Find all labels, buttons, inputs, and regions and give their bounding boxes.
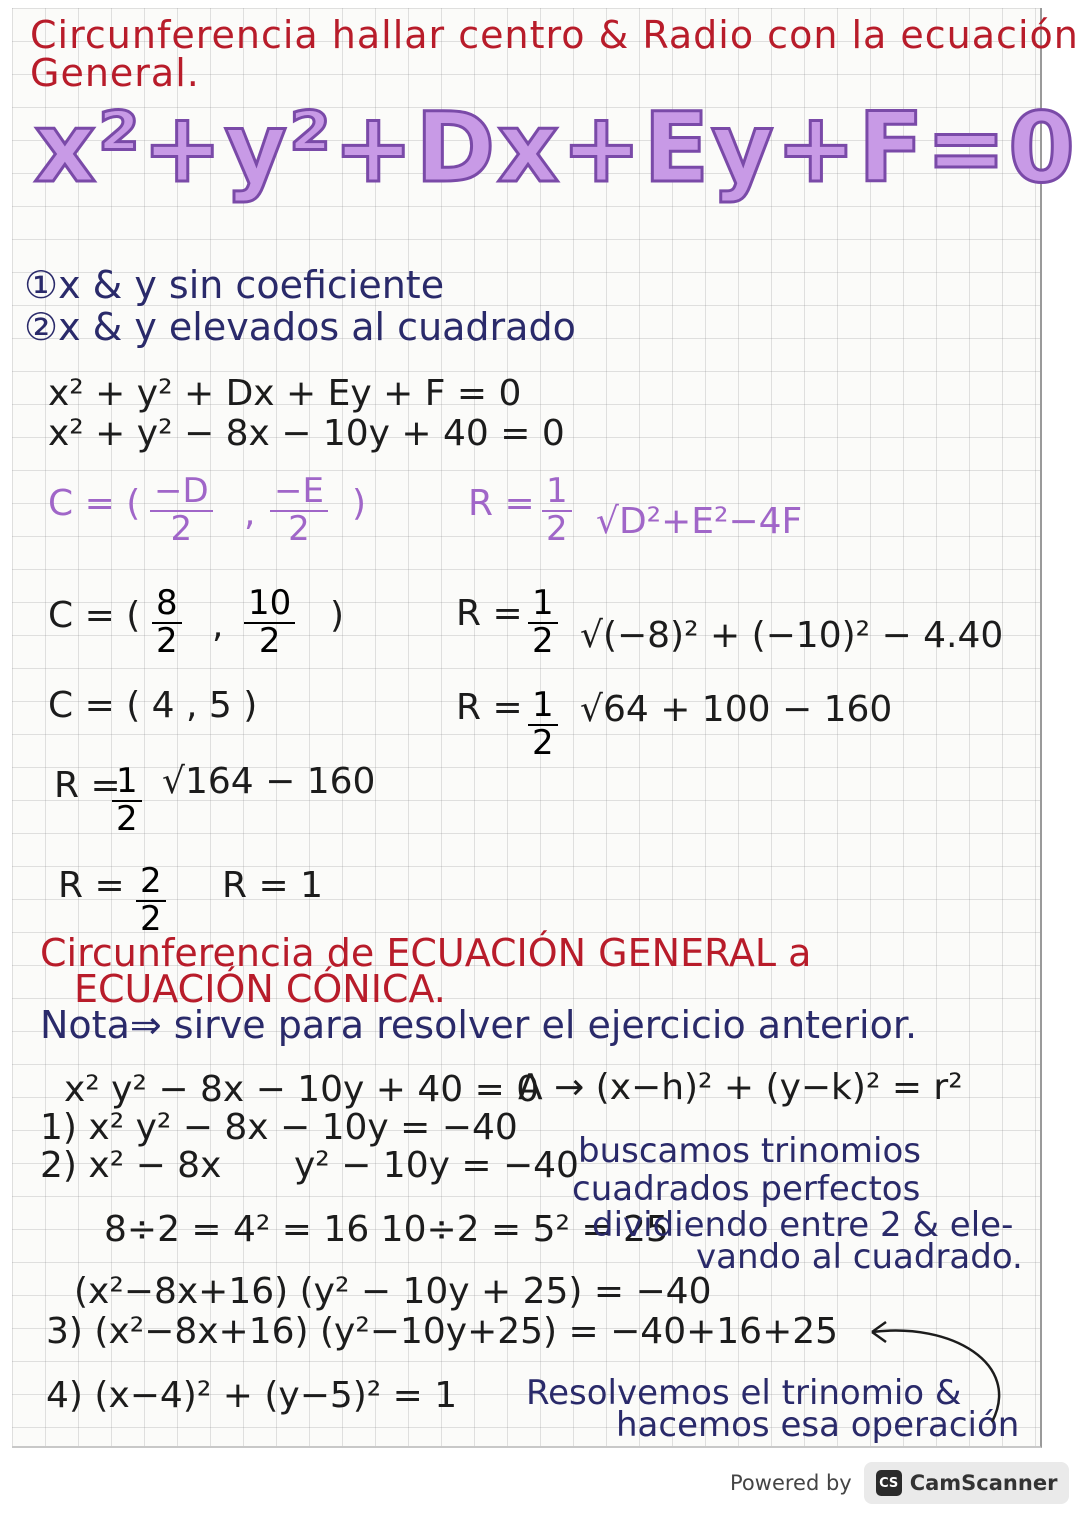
page-title-line1: Circunferencia hallar centro & Radio con la ecuación [30, 13, 1079, 57]
center-formula-num1: −D [150, 474, 213, 512]
radius-formula-num: 1 [542, 474, 572, 512]
steps-comment3-line1: Resolvemos el trinomio & [526, 1373, 962, 1413]
steps-calc: 8÷2 = 4² = 16 10÷2 = 5² = 25 [104, 1209, 669, 1250]
radius-formula-prefix: R = [468, 483, 535, 524]
steps-grouped: (x²−8x+16) (y² − 10y + 25) = −40 [74, 1271, 712, 1312]
radius-calc1-frac [528, 583, 558, 661]
center-formula-frac1 [150, 471, 213, 549]
main-equation: x²+y²+Dx+Ey+F=0 [34, 92, 1077, 204]
center-formula-frac2 [270, 471, 328, 549]
example-equation: x² + y² − 8x − 10y + 40 = 0 [48, 413, 565, 454]
radius-formula-frac [542, 471, 572, 549]
page-title-line2: General. [30, 51, 200, 95]
steps-target: A → (x−h)² + (y−k)² = r² [518, 1067, 963, 1108]
steps-comment3-line2: hacemos esa operación [616, 1405, 1020, 1445]
radius-calc4-den: 2 [140, 898, 162, 939]
radius-formula-den: 2 [546, 508, 568, 549]
center-result: C = ( 4 , 5 ) [48, 685, 258, 726]
camscanner-brand: CamScanner [909, 1471, 1058, 1495]
radius-calc4-num: 2 [136, 864, 166, 902]
center-formula-den1: 2 [170, 508, 193, 549]
radius-calc3-root: √164 − 160 [162, 761, 376, 802]
radius-calc1-den: 2 [532, 620, 554, 661]
radius-calc2-prefix: R = [456, 687, 523, 728]
steps-step3: 3) (x²−8x+16) (y²−10y+25) = −40+16+25 [46, 1311, 839, 1352]
radius-calc3-prefix: R = [54, 765, 121, 806]
general-form: x² + y² + Dx + Ey + F = 0 [48, 373, 522, 414]
camscanner-badge [864, 1462, 1070, 1504]
center-calc-num1: 8 [152, 586, 182, 624]
curved-arrow-icon [852, 1304, 1012, 1444]
radius-formula-root: √D²+E²−4F [596, 501, 803, 542]
radius-calc2-num: 1 [528, 688, 558, 726]
powered-by-label: Powered by [730, 1471, 852, 1495]
section2-title-line1: Circunferencia de ECUACIÓN GENERAL a [40, 931, 812, 975]
condition-2: ②x & y elevados al cuadrado [24, 305, 576, 349]
condition-1: ①x & y sin coeficiente [24, 263, 445, 307]
radius-calc2-root: √64 + 100 − 160 [580, 689, 893, 730]
center-formula-prefix: C = ( [48, 483, 141, 524]
center-calc-frac2 [244, 583, 295, 661]
radius-calc1-root: √(−8)² + (−10)² − 4.40 [580, 615, 1004, 656]
section2-note: Nota⇒ sirve para resolver el ejercicio anterior. [40, 1003, 918, 1047]
center-calc-num2: 10 [244, 586, 295, 624]
steps-comment1-line1: buscamos trinomios [578, 1131, 922, 1171]
radius-calc2-den: 2 [532, 722, 554, 763]
radius-calc1-num: 1 [528, 586, 558, 624]
radius-calc4-frac [136, 861, 166, 939]
radius-calc3-num: 1 [112, 764, 142, 802]
steps-comment2-line1: dividiendo entre 2 & ele- [592, 1205, 1014, 1245]
steps-comment1-line2: cuadrados perfectos [572, 1169, 921, 1209]
center-formula-comma: , [244, 493, 256, 534]
steps-step4: 4) (x−4)² + (y−5)² = 1 [46, 1375, 458, 1416]
steps-step1: 1) x² y² − 8x − 10y = −40 [40, 1107, 518, 1148]
section2-title-line2: ECUACIÓN CÓNICA. [74, 967, 446, 1011]
center-formula-den2: 2 [288, 508, 310, 549]
center-calc-prefix: C = ( [48, 595, 141, 636]
camscanner-footer [730, 1462, 1069, 1504]
radius-calc1-prefix: R = [456, 593, 523, 634]
steps-start: x² y² − 8x − 10y + 40 = 0 [64, 1069, 540, 1110]
center-calc-suffix: ) [330, 595, 345, 636]
notebook-page [12, 8, 1079, 1448]
radius-calc3-frac [112, 761, 142, 839]
radius-calc3-den: 2 [116, 798, 138, 839]
center-formula-suffix: ) [352, 483, 367, 524]
steps-step2b: y² − 10y = −40 [294, 1145, 579, 1186]
radius-result: R = 1 [222, 865, 323, 906]
center-formula-num2: −E [270, 474, 328, 512]
camscanner-logo-icon: CS [876, 1470, 902, 1496]
center-calc-den1: 2 [156, 620, 178, 661]
center-calc-frac1 [152, 583, 182, 661]
center-calc-den2: 2 [258, 620, 281, 661]
radius-calc2-frac [528, 685, 558, 763]
center-calc-comma: , [212, 605, 224, 646]
steps-comment2-line2: vando al cuadrado. [696, 1237, 1023, 1277]
radius-calc4-prefix: R = [58, 865, 125, 906]
steps-step2a: 2) x² − 8x [40, 1145, 222, 1186]
